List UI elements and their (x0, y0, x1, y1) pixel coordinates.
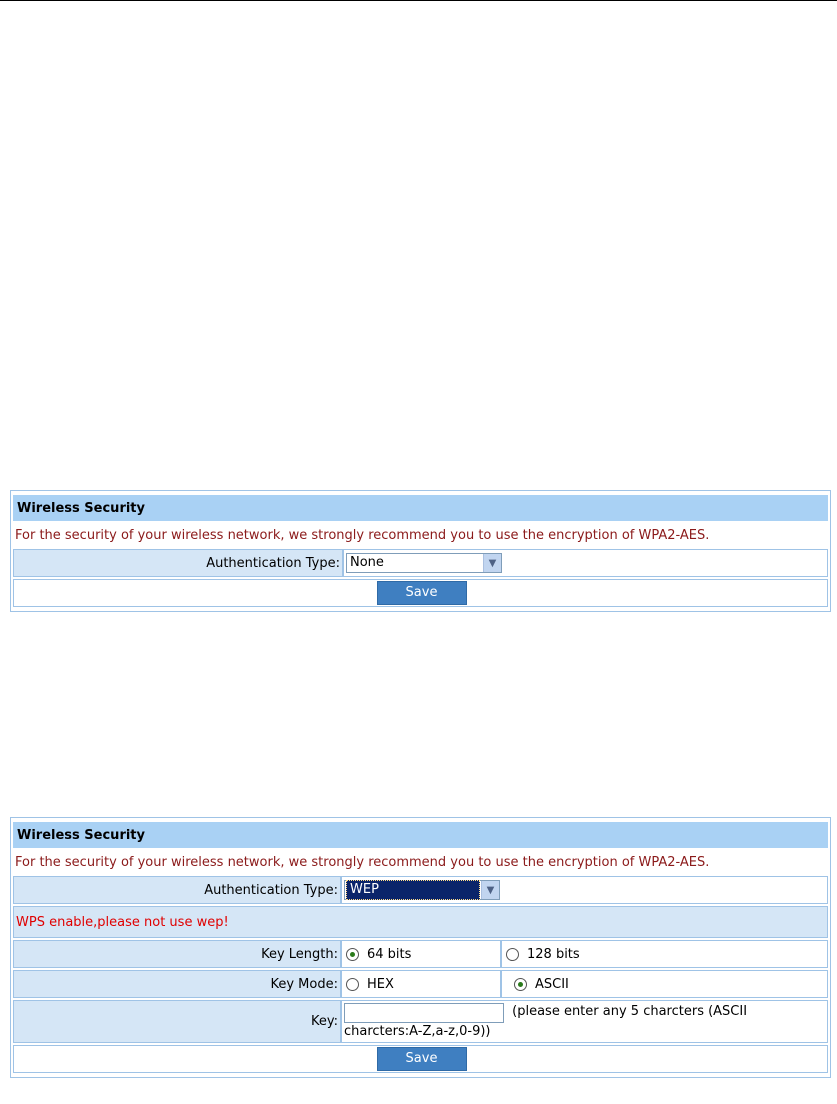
auth-type-select[interactable] (346, 553, 502, 573)
security-recommendation-note: For the security of your wireless network, we strongly recommend you to use the encryption of WPA2-AES. (15, 854, 710, 870)
key-length-label: Key Length: (13, 940, 341, 968)
key-mode-option-ascii[interactable] (501, 970, 828, 998)
auth-type-label: Authentication Type: (13, 549, 343, 577)
auth-type-label: Authentication Type: (13, 876, 341, 904)
key-length-128-label: 128 bits (527, 946, 580, 962)
key-mode-hex-label: HEX (367, 976, 394, 992)
radio-checked-icon[interactable] (346, 948, 359, 961)
auth-type-select[interactable] (344, 880, 500, 900)
key-length-option-128[interactable] (501, 940, 828, 968)
key-mode-option-hex[interactable] (341, 970, 501, 998)
security-recommendation-note: For the security of your wireless network, we strongly recommend you to use the encryption of WPA2-AES. (15, 527, 710, 543)
radio-checked-icon[interactable] (514, 978, 527, 991)
panel-title: Wireless Security (13, 822, 828, 848)
key-hint-line2: charcters:A-Z,a-z,0-9)) (344, 1024, 491, 1039)
chevron-down-icon[interactable]: ▼ (483, 554, 501, 572)
key-hint-line1: (please enter any 5 charcters (ASCII (512, 1004, 748, 1019)
key-label: Key: (13, 1000, 341, 1043)
key-length-64-label: 64 bits (367, 946, 412, 962)
key-mode-label: Key Mode: (13, 970, 341, 998)
wps-warning: WPS enable,please not use wep! (13, 906, 828, 938)
chevron-down-icon[interactable]: ▼ (481, 881, 499, 899)
key-cell (341, 1000, 828, 1043)
auth-type-selected-value: WEP (346, 880, 480, 900)
radio-unchecked-icon[interactable] (506, 948, 519, 961)
top-rule (0, 0, 837, 1)
key-length-option-64[interactable] (341, 940, 501, 968)
radio-unchecked-icon[interactable] (346, 978, 359, 991)
panel-title: Wireless Security (13, 495, 828, 521)
save-button[interactable]: Save (377, 1047, 467, 1071)
wireless-security-panel-none (10, 490, 831, 612)
auth-type-selected-value: None (350, 555, 384, 570)
key-mode-ascii-label: ASCII (535, 976, 569, 992)
save-button[interactable]: Save (377, 581, 467, 605)
key-input[interactable] (344, 1003, 504, 1023)
wireless-security-panel-wep (10, 817, 831, 1078)
